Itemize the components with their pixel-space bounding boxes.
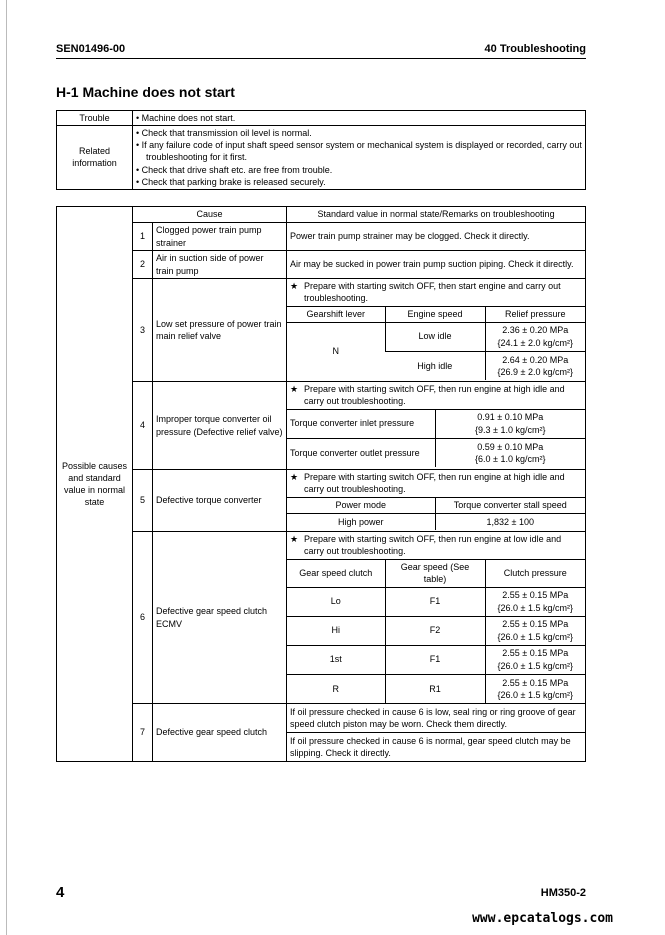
- stall-speed-block: [287, 470, 586, 532]
- remark-text: If oil pressure checked in cause 6 is normal, gear speed clutch may be slipping. Check it directly.: [287, 733, 586, 762]
- model-code: HM350-2: [540, 887, 586, 899]
- engine-speed: Low idle: [385, 322, 485, 351]
- torque-pressure-block: [287, 382, 586, 470]
- pressure-value: [485, 616, 585, 645]
- related-item: • Check that drive shaft etc. are free from trouble.: [136, 164, 582, 176]
- cause-text: Low set pressure of power train main relief valve: [153, 279, 287, 382]
- trouble-info-table: [56, 110, 586, 190]
- pressure-value: [435, 438, 585, 467]
- note-text: Prepare with starting switch OFF, then run engine at low idle and carry out troubleshooting.: [304, 534, 562, 557]
- cause-text: Defective torque converter: [153, 470, 287, 532]
- stall-speed-value: 1,832 ± 100: [435, 513, 585, 530]
- cause-number: 4: [133, 382, 153, 470]
- pressure-kg: {9.3 ± 1.0 kg/cm²}: [475, 424, 546, 435]
- pressure-mpa: 0.59 ± 0.10 MPa: [477, 441, 544, 452]
- pressure-value: [435, 409, 585, 438]
- gear-value: F1: [385, 645, 485, 674]
- gearshift-value: N: [287, 322, 385, 380]
- pressure-value: [485, 674, 585, 703]
- cause-text: Clogged power train pump strainer: [153, 223, 287, 251]
- doc-code: SEN01496-00: [56, 43, 126, 55]
- pressure-kg: {26.0 ± 1.5 kg/cm²}: [497, 660, 573, 671]
- col-header: Power mode: [287, 497, 435, 513]
- pressure-mpa: 0.91 ± 0.10 MPa: [477, 412, 544, 423]
- col-header: Clutch pressure: [485, 559, 585, 587]
- pressure-kg: {26.0 ± 1.5 kg/cm²}: [497, 689, 573, 700]
- causes-table: [56, 206, 586, 762]
- trouble-item: • Machine does not start.: [136, 112, 582, 124]
- cause-number: 7: [133, 704, 153, 762]
- clutch-value: R: [287, 674, 385, 703]
- star-icon: ★: [290, 472, 299, 483]
- header-rule: [56, 58, 586, 59]
- pressure-kg: {26.0 ± 1.5 kg/cm²}: [497, 602, 573, 613]
- col-header: Torque converter stall speed: [435, 497, 585, 513]
- pressure-mpa: 2.55 ± 0.15 MPa: [502, 619, 569, 630]
- remark-text: If oil pressure checked in cause 6 is low, seal ring or ring groove of gear speed clutch piston may be worn. Check them directly.: [287, 704, 586, 733]
- cause-header: Cause: [133, 207, 287, 223]
- cause-number: 5: [133, 470, 153, 532]
- causes-side-label: Possible causes and standard value in normal state: [57, 207, 133, 762]
- cause-text: Defective gear speed clutch ECMV: [153, 532, 287, 704]
- cause-number: 1: [133, 223, 153, 251]
- clutch-value: Hi: [287, 616, 385, 645]
- stall-speed-table: [287, 470, 585, 530]
- pressure-kg: {26.0 ± 1.5 kg/cm²}: [497, 631, 573, 642]
- note-text: Prepare with starting switch OFF, then run engine at high idle and carry out troubleshooting.: [304, 472, 565, 495]
- remark-text: Power train pump strainer may be clogged. Check it directly.: [287, 223, 586, 251]
- pressure-mpa: 2.55 ± 0.15 MPa: [502, 648, 569, 659]
- cause-text: Air in suction side of power train pump: [153, 251, 287, 279]
- remark-text: Air may be sucked in power train pump suction piping. Check it directly.: [287, 251, 586, 279]
- watermark-url[interactable]: www.epcatalogs.com: [472, 911, 613, 926]
- page-title: H-1 Machine does not start: [56, 84, 235, 100]
- pressure-value: [485, 322, 585, 351]
- trouble-cell: [133, 111, 586, 126]
- power-mode-value: High power: [287, 513, 435, 530]
- pressure-mpa: 2.55 ± 0.15 MPa: [502, 590, 569, 601]
- relief-pressure-table: [287, 279, 585, 380]
- related-item: • Check that parking brake is released securely.: [136, 176, 582, 188]
- pressure-value: [485, 645, 585, 674]
- pressure-mpa: 2.36 ± 0.20 MPa: [502, 325, 569, 336]
- clutch-pressure-table: [287, 532, 585, 703]
- cause-number: 3: [133, 279, 153, 382]
- cause-number: 2: [133, 251, 153, 279]
- cause-text: Defective gear speed clutch: [153, 704, 287, 762]
- note: [287, 279, 585, 305]
- clutch-pressure-block: [287, 532, 586, 704]
- engine-speed: High idle: [385, 351, 485, 380]
- note: [287, 470, 585, 496]
- pressure-kg: {26.9 ± 2.0 kg/cm²}: [497, 366, 573, 377]
- pressure-kg: {6.0 ± 1.0 kg/cm²}: [475, 453, 546, 464]
- note: [287, 382, 585, 408]
- pressure-value: [485, 351, 585, 380]
- cause-number: 6: [133, 532, 153, 704]
- note-text: Prepare with starting switch OFF, then run engine at high idle and carry out troubleshooting.: [304, 384, 565, 407]
- gear-value: F2: [385, 616, 485, 645]
- col-header: Gearshift lever: [287, 306, 385, 322]
- torque-pressure-table: [287, 382, 585, 467]
- pressure-label: Torque converter outlet pressure: [287, 438, 435, 467]
- clutch-value: Lo: [287, 587, 385, 616]
- standard-header: Standard value in normal state/Remarks on troubleshooting: [287, 207, 586, 223]
- page-edge-line: [6, 0, 7, 935]
- related-cell: [133, 126, 586, 190]
- pressure-mpa: 2.55 ± 0.15 MPa: [502, 677, 569, 688]
- cause-text: Improper torque converter oil pressure (Defective relief valve): [153, 382, 287, 470]
- pressure-value: [485, 587, 585, 616]
- col-header: Relief pressure: [485, 306, 585, 322]
- page-number: 4: [56, 884, 65, 901]
- related-label: Related information: [57, 126, 133, 190]
- pressure-label: Torque converter inlet pressure: [287, 409, 435, 438]
- star-icon: ★: [290, 281, 299, 292]
- gear-value: R1: [385, 674, 485, 703]
- col-header: Gear speed (See table): [385, 559, 485, 587]
- clutch-value: 1st: [287, 645, 385, 674]
- star-icon: ★: [290, 384, 299, 395]
- pressure-kg: {24.1 ± 2.0 kg/cm²}: [497, 337, 573, 348]
- related-item: • If any failure code of input shaft speed sensor system or mechanical system is displayed or recorded, carry out troubleshooting for it first.: [136, 139, 582, 163]
- note: [287, 532, 585, 558]
- note-text: Prepare with starting switch OFF, then start engine and carry out troubleshooting.: [304, 281, 561, 304]
- gear-value: F1: [385, 587, 485, 616]
- relief-pressure-block: [287, 279, 586, 382]
- pressure-mpa: 2.64 ± 0.20 MPa: [502, 354, 569, 365]
- related-item: • Check that transmission oil level is normal.: [136, 127, 582, 139]
- section-title: 40 Troubleshooting: [484, 43, 586, 55]
- trouble-label: Trouble: [57, 111, 133, 126]
- col-header: Gear speed clutch: [287, 559, 385, 587]
- star-icon: ★: [290, 534, 299, 545]
- col-header: Engine speed: [385, 306, 485, 322]
